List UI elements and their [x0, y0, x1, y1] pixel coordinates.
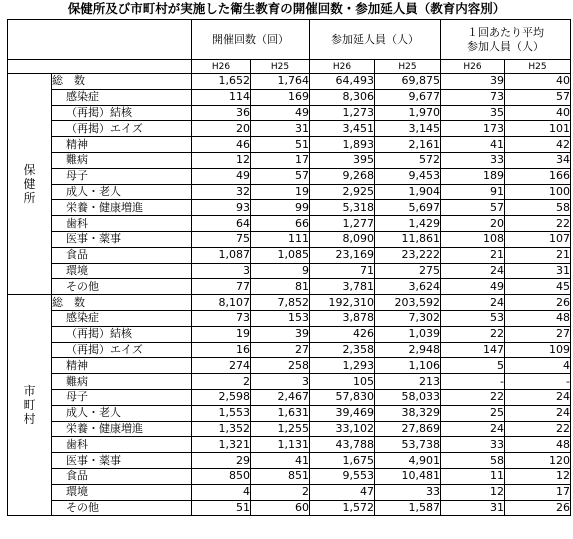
- cell-value: 22: [505, 216, 571, 232]
- cell-value: 73: [192, 310, 251, 326]
- cell-value: 42: [505, 137, 571, 153]
- cell-value: 2,467: [251, 389, 310, 405]
- cell-value: 9,453: [375, 168, 441, 184]
- table-row: [8, 310, 571, 326]
- cell-value: 58,033: [375, 389, 441, 405]
- cell-value: 147: [441, 342, 505, 358]
- cell-value: 46: [192, 137, 251, 153]
- cell-value: 1,087: [192, 247, 251, 263]
- cell-value: 1,255: [251, 421, 310, 437]
- cell-value: 851: [251, 468, 310, 484]
- cell-value: 10,481: [375, 468, 441, 484]
- cell-value: 35: [441, 105, 505, 121]
- cell-value: 9,677: [375, 89, 441, 105]
- cell-value: 12: [441, 484, 505, 500]
- table-row: [8, 484, 571, 500]
- cell-value: 57: [505, 89, 571, 105]
- cell-value: 73: [441, 89, 505, 105]
- row-label: 医事・薬事: [52, 453, 192, 469]
- table-row: [8, 342, 571, 358]
- table-row: [8, 184, 571, 200]
- cell-value: 69,875: [375, 74, 441, 90]
- cell-value: 169: [251, 89, 310, 105]
- cell-value: 274: [192, 358, 251, 374]
- header-corner: [8, 20, 192, 60]
- cell-value: 51: [251, 137, 310, 153]
- table-row: [8, 152, 571, 168]
- cell-value: 23,222: [375, 247, 441, 263]
- cell-value: 32: [192, 184, 251, 200]
- cell-value: 12: [192, 152, 251, 168]
- cell-value: 57: [441, 200, 505, 216]
- table-row: [8, 137, 571, 153]
- cell-value: 203,592: [375, 295, 441, 311]
- cell-value: 1,553: [192, 405, 251, 421]
- group-label: 保 健 所: [8, 74, 52, 295]
- row-label: 精神: [52, 358, 192, 374]
- cell-value: 51: [192, 500, 251, 516]
- cell-value: 91: [441, 184, 505, 200]
- row-label: （再掲）結核: [52, 326, 192, 342]
- table-row: [8, 121, 571, 137]
- row-label: 難病: [52, 152, 192, 168]
- cell-value: 34: [505, 152, 571, 168]
- cell-value: 109: [505, 342, 571, 358]
- row-label: 環境: [52, 484, 192, 500]
- cell-value: 49: [192, 168, 251, 184]
- cell-value: 41: [441, 137, 505, 153]
- cell-value: 58: [441, 453, 505, 469]
- cell-value: 100: [505, 184, 571, 200]
- cell-value: 3: [192, 263, 251, 279]
- table-row: [8, 247, 571, 263]
- year-corner: [8, 60, 192, 74]
- cell-value: 75: [192, 231, 251, 247]
- table-row: [8, 500, 571, 516]
- cell-value: 8,306: [310, 89, 375, 105]
- cell-value: 105: [310, 374, 375, 390]
- cell-value: 16: [192, 342, 251, 358]
- cell-value: 31: [251, 121, 310, 137]
- row-label: （再掲）結核: [52, 105, 192, 121]
- table-row: [8, 421, 571, 437]
- cell-value: 22: [505, 421, 571, 437]
- cell-value: 2: [192, 374, 251, 390]
- cell-value: 99: [251, 200, 310, 216]
- header-row: [8, 20, 571, 60]
- table-row: [8, 279, 571, 295]
- table-row: [8, 374, 571, 390]
- cell-value: 850: [192, 468, 251, 484]
- row-label: 感染症: [52, 89, 192, 105]
- cell-value: 21: [441, 247, 505, 263]
- cell-value: 3,624: [375, 279, 441, 295]
- cell-value: 17: [251, 152, 310, 168]
- cell-value: 22: [441, 326, 505, 342]
- cell-value: 275: [375, 263, 441, 279]
- table-row: [8, 168, 571, 184]
- cell-value: 4: [192, 484, 251, 500]
- cell-value: 107: [505, 231, 571, 247]
- row-label: 環境: [52, 263, 192, 279]
- cell-value: 71: [310, 263, 375, 279]
- row-label: 成人・老人: [52, 184, 192, 200]
- cell-value: 77: [192, 279, 251, 295]
- cell-value: 9,268: [310, 168, 375, 184]
- cell-value: 1,970: [375, 105, 441, 121]
- cell-value: 1,277: [310, 216, 375, 232]
- cell-value: 1,131: [251, 437, 310, 453]
- cell-value: 1,587: [375, 500, 441, 516]
- cell-value: 114: [192, 89, 251, 105]
- table-row: [8, 105, 571, 121]
- cell-value: 1,039: [375, 326, 441, 342]
- cell-value: 7,852: [251, 295, 310, 311]
- table-row: [8, 231, 571, 247]
- cell-value: 9,553: [310, 468, 375, 484]
- cell-value: 3,878: [310, 310, 375, 326]
- cell-value: 1,631: [251, 405, 310, 421]
- cell-value: 9: [251, 263, 310, 279]
- table-body: [8, 74, 571, 516]
- cell-value: 19: [251, 184, 310, 200]
- total-row: [8, 74, 571, 90]
- cell-value: 53,738: [375, 437, 441, 453]
- cell-value: 49: [441, 279, 505, 295]
- cell-value: 24: [505, 405, 571, 421]
- cell-value: 53: [441, 310, 505, 326]
- cell-value: 21: [505, 247, 571, 263]
- cell-value: 3,145: [375, 121, 441, 137]
- table-row: [8, 389, 571, 405]
- cell-value: 93: [192, 200, 251, 216]
- education-table: [7, 19, 571, 516]
- cell-value: 66: [251, 216, 310, 232]
- row-label: 精神: [52, 137, 192, 153]
- cell-value: 1,675: [310, 453, 375, 469]
- cell-value: 39: [441, 74, 505, 90]
- cell-value: 120: [505, 453, 571, 469]
- cell-value: 3,451: [310, 121, 375, 137]
- year-label: H25: [375, 60, 441, 74]
- cell-value: 31: [441, 500, 505, 516]
- table-row: [8, 405, 571, 421]
- cell-value: 192,310: [310, 295, 375, 311]
- cell-value: 40: [505, 105, 571, 121]
- cell-value: 24: [441, 263, 505, 279]
- row-label: その他: [52, 279, 192, 295]
- row-label: 母子: [52, 389, 192, 405]
- cell-value: 40: [505, 74, 571, 90]
- cell-value: 395: [310, 152, 375, 168]
- cell-value: 2,598: [192, 389, 251, 405]
- table-row: [8, 468, 571, 484]
- cell-value: 258: [251, 358, 310, 374]
- row-label: 栄養・健康増進: [52, 200, 192, 216]
- cell-value: 22: [441, 389, 505, 405]
- cell-value: 111: [251, 231, 310, 247]
- cell-value: 24: [441, 421, 505, 437]
- cell-value: 27: [251, 342, 310, 358]
- cell-value: 4,901: [375, 453, 441, 469]
- cell-value: 5: [441, 358, 505, 374]
- row-label: 栄養・健康増進: [52, 421, 192, 437]
- cell-value: 23,169: [310, 247, 375, 263]
- cell-value: 3: [251, 374, 310, 390]
- row-label: 歯科: [52, 216, 192, 232]
- cell-value: 31: [505, 263, 571, 279]
- cell-value: 5,697: [375, 200, 441, 216]
- cell-value: 1,293: [310, 358, 375, 374]
- cell-value: 1,893: [310, 137, 375, 153]
- cell-value: 19: [192, 326, 251, 342]
- row-label: その他: [52, 500, 192, 516]
- cell-value: 47: [310, 484, 375, 500]
- table-row: [8, 200, 571, 216]
- cell-value: 8,090: [310, 231, 375, 247]
- cell-value: 48: [505, 437, 571, 453]
- cell-value: 48: [505, 310, 571, 326]
- cell-value: 4: [505, 358, 571, 374]
- row-label: 食品: [52, 468, 192, 484]
- row-label: 総 数: [52, 74, 192, 90]
- cell-value: 33,102: [310, 421, 375, 437]
- header-participants: 参加延人員（人）: [310, 20, 441, 60]
- cell-value: 2,948: [375, 342, 441, 358]
- cell-value: 39,469: [310, 405, 375, 421]
- cell-value: 12: [505, 468, 571, 484]
- table-title: 保健所及び市町村が実施した衛生教育の開催回数・参加延人員（教育内容別）: [67, 1, 506, 16]
- cell-value: 1,085: [251, 247, 310, 263]
- cell-value: 5,318: [310, 200, 375, 216]
- cell-value: 11: [441, 468, 505, 484]
- cell-value: 1,429: [375, 216, 441, 232]
- cell-value: 60: [251, 500, 310, 516]
- cell-value: 58: [505, 200, 571, 216]
- cell-value: 81: [251, 279, 310, 295]
- cell-value: 45: [505, 279, 571, 295]
- cell-value: 213: [375, 374, 441, 390]
- year-label: H26: [310, 60, 375, 74]
- cell-value: 166: [505, 168, 571, 184]
- cell-value: 33: [441, 437, 505, 453]
- cell-value: 1,321: [192, 437, 251, 453]
- cell-value: 1,106: [375, 358, 441, 374]
- cell-value: 17: [505, 484, 571, 500]
- cell-value: 26: [505, 295, 571, 311]
- cell-value: 27: [505, 326, 571, 342]
- cell-value: 64,493: [310, 74, 375, 90]
- cell-value: 173: [441, 121, 505, 137]
- cell-value: 101: [505, 121, 571, 137]
- cell-value: 36: [192, 105, 251, 121]
- cell-value: 11,861: [375, 231, 441, 247]
- year-label: H25: [505, 60, 571, 74]
- cell-value: 189: [441, 168, 505, 184]
- table-row: [8, 358, 571, 374]
- row-label: 総 数: [52, 295, 192, 311]
- cell-value: 2,358: [310, 342, 375, 358]
- cell-value: 64: [192, 216, 251, 232]
- table-row: [8, 263, 571, 279]
- cell-value: 43,788: [310, 437, 375, 453]
- cell-value: -: [441, 374, 505, 390]
- cell-value: 27,869: [375, 421, 441, 437]
- row-label: 感染症: [52, 310, 192, 326]
- cell-value: 108: [441, 231, 505, 247]
- cell-value: 8,107: [192, 295, 251, 311]
- row-label: 医事・薬事: [52, 231, 192, 247]
- cell-value: 1,352: [192, 421, 251, 437]
- year-label: H26: [192, 60, 251, 74]
- cell-value: 39: [251, 326, 310, 342]
- cell-value: 25: [441, 405, 505, 421]
- cell-value: 49: [251, 105, 310, 121]
- year-label: H26: [441, 60, 505, 74]
- group-label: 市 町 村: [8, 295, 52, 516]
- cell-value: 2,161: [375, 137, 441, 153]
- row-label: （再掲）エイズ: [52, 121, 192, 137]
- cell-value: 426: [310, 326, 375, 342]
- table-row: [8, 216, 571, 232]
- table-row: [8, 437, 571, 453]
- cell-value: 26: [505, 500, 571, 516]
- cell-value: 7,302: [375, 310, 441, 326]
- cell-value: 2,925: [310, 184, 375, 200]
- cell-value: 20: [192, 121, 251, 137]
- cell-value: 3,781: [310, 279, 375, 295]
- cell-value: 2: [251, 484, 310, 500]
- header-average: １回あたり平均 参加人員（人）: [441, 20, 571, 60]
- cell-value: 24: [441, 295, 505, 311]
- cell-value: 33: [441, 152, 505, 168]
- cell-value: 572: [375, 152, 441, 168]
- row-label: 母子: [52, 168, 192, 184]
- cell-value: 33: [375, 484, 441, 500]
- cell-value: 41: [251, 453, 310, 469]
- table-row: [8, 89, 571, 105]
- row-label: 成人・老人: [52, 405, 192, 421]
- cell-value: 153: [251, 310, 310, 326]
- cell-value: 57: [251, 168, 310, 184]
- total-row: [8, 295, 571, 311]
- row-label: 歯科: [52, 437, 192, 453]
- cell-value: 1,764: [251, 74, 310, 90]
- table-row: [8, 326, 571, 342]
- cell-value: -: [505, 374, 571, 390]
- year-row: [8, 60, 571, 74]
- cell-value: 29: [192, 453, 251, 469]
- table-row: [8, 453, 571, 469]
- cell-value: 1,273: [310, 105, 375, 121]
- cell-value: 20: [441, 216, 505, 232]
- year-label: H25: [251, 60, 310, 74]
- cell-value: 57,830: [310, 389, 375, 405]
- cell-value: 38,329: [375, 405, 441, 421]
- cell-value: 1,652: [192, 74, 251, 90]
- row-label: 食品: [52, 247, 192, 263]
- cell-value: 1,904: [375, 184, 441, 200]
- header-sessions: 開催回数（回）: [192, 20, 310, 60]
- row-label: 難病: [52, 374, 192, 390]
- row-label: （再掲）エイズ: [52, 342, 192, 358]
- cell-value: 24: [505, 389, 571, 405]
- cell-value: 1,572: [310, 500, 375, 516]
